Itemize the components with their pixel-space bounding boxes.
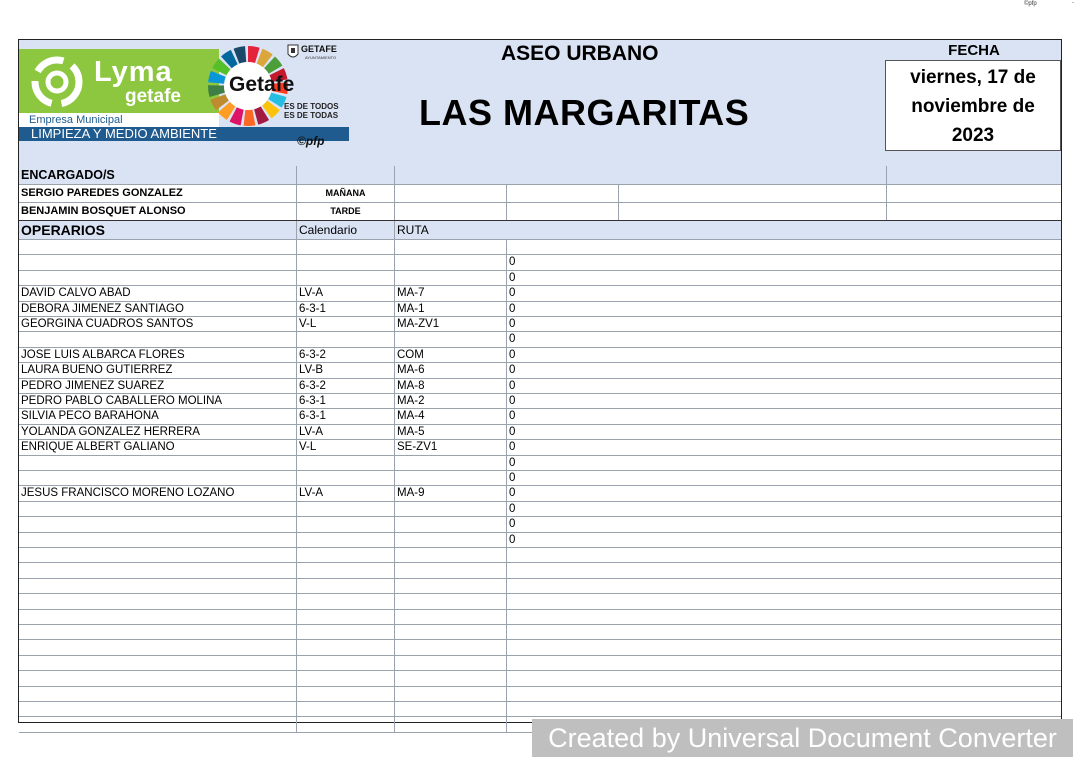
blank-cell (887, 203, 1061, 220)
operario-calendario: 6-3-1 (297, 302, 395, 316)
sdg-segment (208, 85, 225, 97)
empresa-municipal-label: Empresa Municipal (19, 113, 219, 127)
getafe-badge: Getafe (229, 73, 295, 96)
operario-name (19, 471, 297, 485)
encargado-name: BENJAMIN BOSQUET ALONSO (19, 203, 297, 220)
encargado-turno: TARDE (297, 203, 395, 220)
operario-calendario: LV-A (297, 486, 395, 500)
page-subtitle: LAS MARGARITAS (419, 92, 750, 133)
operario-ruta (395, 563, 507, 577)
operario-ruta (395, 610, 507, 624)
operario-value (507, 240, 1061, 254)
operario-name (19, 579, 297, 593)
operario-value (507, 563, 1061, 577)
operario-row (19, 563, 1061, 578)
operario-value: 0 (509, 364, 516, 377)
operario-name: PEDRO JIMENEZ SUAREZ (19, 379, 297, 393)
getafe-small-label: GETAFE (301, 44, 337, 54)
operario-value: 0 (509, 395, 516, 407)
operario-ruta (395, 471, 507, 485)
operario-calendario (297, 687, 395, 701)
operario-value: 0 (509, 318, 516, 330)
operario-calendario (297, 656, 395, 670)
operario-ruta: MA-5 (395, 425, 507, 439)
lyma-getafe-wordmark: getafe (125, 86, 181, 107)
operario-row (19, 302, 1061, 317)
operario-row (19, 533, 1061, 548)
operario-value: 0 (509, 518, 516, 531)
operario-name (19, 702, 297, 716)
operario-ruta (395, 656, 507, 670)
blank-cell (507, 185, 619, 202)
operario-value (507, 687, 1061, 701)
operario-row (19, 456, 1061, 471)
header (19, 40, 1061, 167)
operario-ruta (395, 717, 507, 731)
operario-value: 0 (509, 502, 516, 515)
operario-name (19, 548, 297, 562)
operario-value (507, 656, 1061, 670)
operario-value: 0 (509, 410, 516, 423)
operario-calendario (297, 579, 395, 593)
operario-row (19, 594, 1061, 609)
operario-row (19, 502, 1061, 517)
fecha-label: FECHA (948, 42, 1000, 59)
operario-ruta: MA-4 (395, 409, 507, 423)
operario-calendario: 6-3-2 (297, 379, 395, 393)
operario-row (19, 671, 1061, 686)
operario-calendario (297, 240, 395, 254)
operario-ruta (395, 594, 507, 608)
operario-ruta (395, 456, 507, 470)
operario-ruta (395, 271, 507, 285)
operario-calendario (297, 332, 395, 346)
blank-cell (619, 185, 887, 202)
operario-name (19, 332, 297, 346)
sheet (18, 39, 1062, 723)
operario-calendario (297, 548, 395, 562)
blank-cell (887, 185, 1061, 202)
operario-ruta (395, 533, 507, 547)
operario-calendario (297, 717, 395, 731)
operario-value: 0 (509, 348, 516, 361)
operario-ruta (395, 255, 507, 269)
blank-cell (619, 203, 887, 220)
operario-calendario (297, 625, 395, 639)
watermark: Created by Universal Document Converter (532, 719, 1073, 757)
limpieza-label: LIMPIEZA Y MEDIO AMBIENTE (19, 127, 349, 141)
operario-name (19, 625, 297, 639)
operario-calendario (297, 533, 395, 547)
slogan-line-1: ES DE TODOS (284, 102, 339, 111)
operario-row (19, 240, 1061, 255)
operario-row (19, 409, 1061, 424)
operario-name (19, 640, 297, 654)
operario-row (19, 286, 1061, 301)
operario-calendario (297, 517, 395, 531)
encargado-row (19, 185, 1061, 203)
operario-calendario (297, 563, 395, 577)
blank-cell (395, 166, 887, 184)
operario-row (19, 625, 1061, 640)
operario-value (507, 640, 1061, 654)
operario-row (19, 317, 1061, 332)
operario-value: 0 (509, 271, 516, 284)
operario-ruta: MA-1 (395, 302, 507, 316)
operario-row (19, 656, 1061, 671)
operario-value (507, 625, 1061, 639)
operario-calendario: 6-3-1 (297, 394, 395, 408)
blank-cell (297, 166, 395, 184)
operario-value: 0 (509, 425, 516, 438)
operario-name (19, 656, 297, 670)
blank-cell (507, 203, 619, 220)
operarios-label: OPERARIOS (19, 221, 297, 239)
operario-name: LAURA BUENO GUTIERREZ (19, 363, 297, 377)
operario-name: GEORGINA CUADROS SANTOS (19, 317, 297, 331)
operario-row (19, 486, 1061, 501)
operario-ruta (395, 640, 507, 654)
operario-ruta (395, 687, 507, 701)
operario-row (19, 640, 1061, 655)
operario-calendario (297, 255, 395, 269)
encargado-row (19, 203, 1061, 221)
operario-ruta: COM (395, 348, 507, 362)
operario-ruta: MA-6 (395, 363, 507, 377)
operario-ruta (395, 625, 507, 639)
operario-ruta: MA-ZV1 (395, 317, 507, 331)
operario-name (19, 717, 297, 731)
operario-value: 0 (509, 441, 516, 454)
operario-value (507, 702, 1061, 716)
operario-value: 0 (509, 287, 516, 300)
operario-name: DEBORA JIMENEZ SANTIAGO (19, 302, 297, 316)
operario-row (19, 255, 1061, 270)
operario-ruta: SE-ZV1 (395, 440, 507, 454)
operarios-header-row (19, 221, 1061, 240)
operario-row (19, 440, 1061, 455)
operario-row (19, 348, 1061, 363)
operario-row (19, 579, 1061, 594)
operario-name (19, 456, 297, 470)
ayuntamiento-label: AYUNTAMIENTO (305, 55, 337, 60)
operario-ruta (395, 517, 507, 531)
operario-row (19, 471, 1061, 486)
operario-name (19, 533, 297, 547)
operario-row (19, 610, 1061, 625)
operario-name: PEDRO PABLO CABALLERO MOLINA (19, 394, 297, 408)
operario-ruta: MA-2 (395, 394, 507, 408)
operario-value: 0 (509, 256, 516, 269)
operario-calendario: 6-3-1 (297, 409, 395, 423)
operario-name (19, 502, 297, 516)
operario-ruta: MA-9 (395, 486, 507, 500)
operario-name: SILVIA PECO BARAHONA (19, 409, 297, 423)
page-title: ASEO URBANO (501, 42, 659, 65)
operario-name (19, 517, 297, 531)
blank-cell (887, 166, 1061, 184)
operario-name: YOLANDA GONZALEZ HERRERA (19, 425, 297, 439)
fecha-value: viernes, 17 de noviembre de 2023 (910, 67, 1036, 146)
operario-name (19, 610, 297, 624)
operario-name: DAVID CALVO ABAD (19, 286, 297, 300)
operario-row (19, 379, 1061, 394)
operario-calendario: LV-A (297, 286, 395, 300)
operario-value: 0 (509, 302, 516, 315)
operario-name: JOSE LUIS ALBARCA FLORES (19, 348, 297, 362)
corner-mark: ©pfp (1024, 1, 1037, 7)
fecha-box (885, 60, 1061, 151)
operario-name (19, 594, 297, 608)
operario-name (19, 687, 297, 701)
operario-calendario (297, 702, 395, 716)
operario-calendario: LV-B (297, 363, 395, 377)
blank-cell (395, 185, 507, 202)
encargados-header-row (19, 166, 1061, 185)
operario-row (19, 687, 1061, 702)
encargados-label: ENCARGADO/S (19, 166, 297, 184)
operario-ruta: MA-8 (395, 379, 507, 393)
operario-calendario: V-L (297, 440, 395, 454)
operario-name (19, 240, 297, 254)
operario-name: JESUS FRANCISCO MORENO LOZANO (19, 486, 297, 500)
operario-calendario (297, 671, 395, 685)
operario-value: 0 (509, 472, 516, 484)
crest-icon (287, 44, 299, 60)
lyma-wordmark: Lyma (94, 56, 173, 88)
operario-calendario (297, 271, 395, 285)
operario-calendario: LV-A (297, 425, 395, 439)
operario-value: 0 (509, 456, 516, 469)
operario-calendario: V-L (297, 317, 395, 331)
copyright-mark: ©pfp (297, 134, 325, 148)
operario-calendario: 6-3-2 (297, 348, 395, 362)
slogan-line-2: ES DE TODAS (284, 111, 339, 120)
operario-value: 0 (509, 487, 516, 500)
calendario-header: Calendario (297, 221, 395, 239)
operario-ruta (395, 702, 507, 716)
sdg-segment (244, 110, 256, 126)
operario-calendario (297, 640, 395, 654)
operario-calendario (297, 594, 395, 608)
operario-calendario (297, 610, 395, 624)
operario-value: 0 (509, 333, 516, 346)
operario-row (19, 425, 1061, 440)
operario-ruta (395, 579, 507, 593)
operario-calendario (297, 502, 395, 516)
operario-value (507, 579, 1061, 593)
operario-row (19, 271, 1061, 286)
operario-name (19, 271, 297, 285)
operario-ruta (395, 502, 507, 516)
operario-row (19, 702, 1061, 717)
encargado-name: SERGIO PAREDES GONZALEZ (19, 185, 297, 202)
swirl-icon (29, 54, 85, 110)
operario-value (507, 671, 1061, 685)
ruta-header: RUTA (397, 223, 429, 237)
operario-ruta (395, 332, 507, 346)
encargado-turno: MAÑANA (297, 185, 395, 202)
operario-value (507, 610, 1061, 624)
blank-cell (395, 203, 507, 220)
operario-row (19, 548, 1061, 563)
operario-name: ENRIQUE ALBERT GALIANO (19, 440, 297, 454)
operario-name (19, 563, 297, 577)
operario-value: 0 (509, 379, 516, 392)
operario-row (19, 517, 1061, 532)
operario-row (19, 332, 1061, 347)
corner-dot: - (1072, 0, 1074, 6)
operario-name (19, 671, 297, 685)
operario-ruta (395, 671, 507, 685)
operario-calendario (297, 456, 395, 470)
operario-ruta (395, 240, 507, 254)
operario-value: 0 (509, 533, 516, 546)
operario-value (507, 594, 1061, 608)
operario-ruta (395, 548, 507, 562)
operario-row (19, 394, 1061, 409)
operario-name (19, 255, 297, 269)
operario-value (507, 548, 1061, 562)
operario-calendario (297, 471, 395, 485)
operario-ruta: MA-7 (395, 286, 507, 300)
operario-row (19, 363, 1061, 378)
